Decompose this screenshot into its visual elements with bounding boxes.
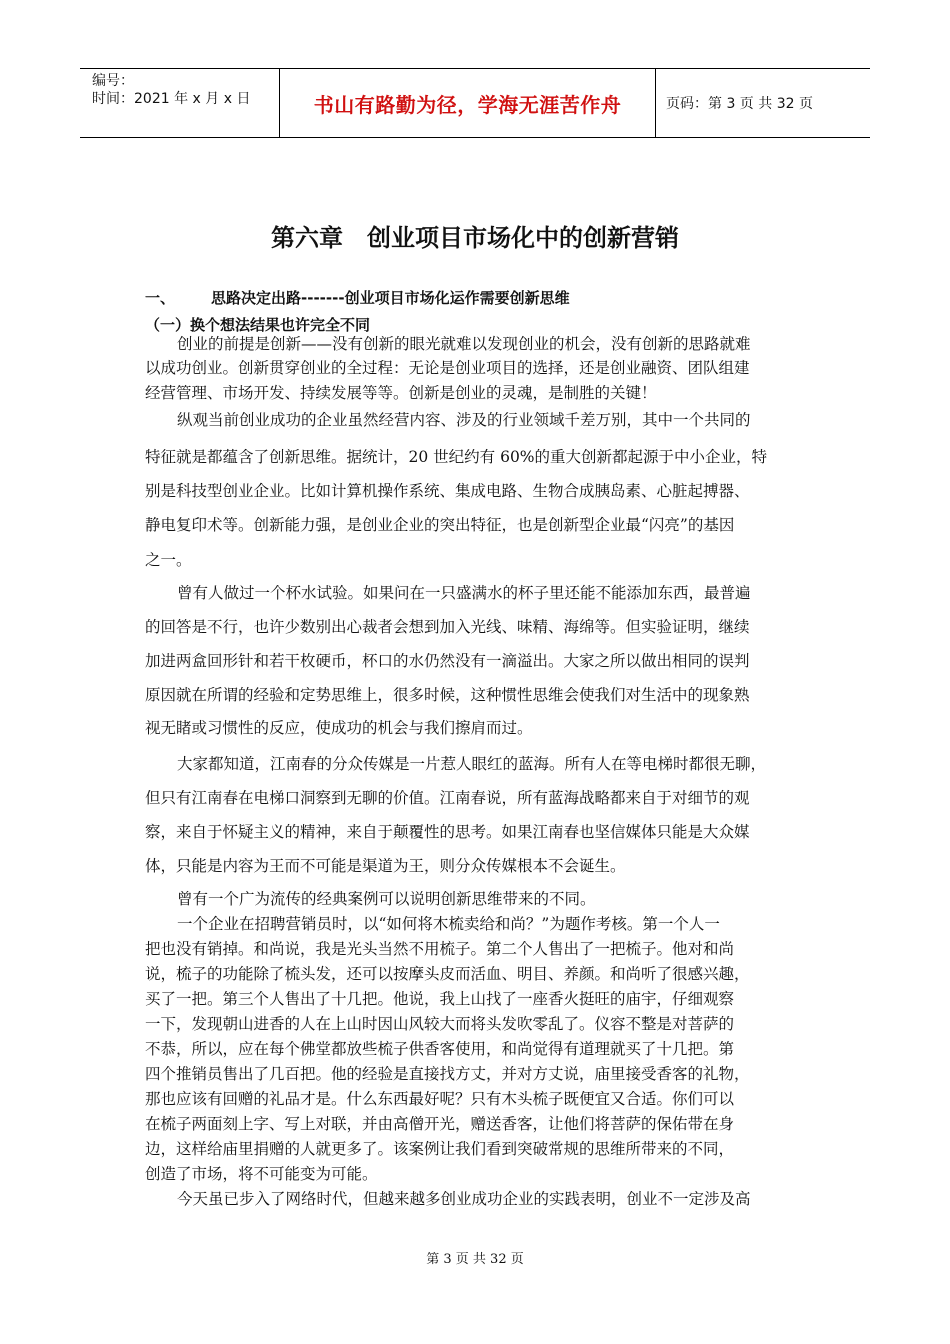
chapter-title: 第六章 创业项目市场化中的创新营销 (271, 224, 679, 252)
text-line: 视无睹或习惯性的反应，使成功的机会与我们擦肩而过。 (145, 719, 533, 737)
header-meta (80, 69, 280, 137)
text-line: 以成功创业。创新贯穿创业的全过程：无论是创业项目的选择，还是创业融资、团队组建 (145, 359, 750, 377)
text-line: 加进两盒回形针和若干枚硬币，杯口的水仍然没有一滴溢出。大家之所以做出相同的误判 (145, 652, 750, 670)
text-line: 边，这样给庙里捐赠的人就更多了。该案例让我们看到突破常规的思维所带来的不同， (145, 1140, 735, 1158)
text-line: 在梳子两面刻上字、写上对联，并由高僧开光，赠送香客，让他们将菩萨的保佑带在身 (145, 1115, 735, 1133)
section-heading (145, 287, 570, 308)
text-line: 创造了市场，将不可能变为可能。 (145, 1165, 378, 1183)
text-line: 那也应该有回赠的礼品才是。什么东西最好呢？只有木头梳子既便宜又合适。你们可以 (145, 1090, 735, 1108)
text-line: 说，梳子的功能除了梳头发，还可以按摩头皮而活血、明目、养颜。和尚听了很感兴趣， (145, 965, 750, 983)
text-line: 静电复印术等。创新能力强，是创业企业的突出特征，也是创新型企业最“闪亮”的基因 (145, 516, 735, 534)
section-text: 思路决定出路-------创业项目市场化运作需要创新思维 (211, 289, 570, 307)
text-line: 曾有一个广为流传的经典案例可以说明创新思维带来的不同。 (177, 890, 596, 908)
text-line: 四个推销员售出了几百把。他的经验是直接找方丈，并对方丈说，庙里接受香客的礼物， (145, 1065, 750, 1083)
section-number: 一、 (145, 289, 176, 307)
header-page-info: 页码：第 3 页 共 32 页 (666, 96, 813, 112)
text-line: 一下，发现朝山进香的人在上山时因山风较大而将头发吹零乱了。仪容不整是对菩萨的 (145, 1015, 735, 1033)
page-footer: 第 3 页 共 32 页 (426, 1252, 524, 1267)
text-line: 买了一把。第三个人售出了十几把。他说，我上山找了一座香火挺旺的庙宇，仔细观察 (145, 990, 735, 1008)
header-time: 时间：2021 年 x 月 x 日 (92, 91, 251, 107)
text-line: 一个企业在招聘营销员时，以“如何将木梳卖给和尚？”为题作考核。第一个人一 (177, 915, 720, 933)
text-line: 大家都知道，江南春的分众传媒是一片惹人眼红的蓝海。所有人在等电梯时都很无聊， (177, 755, 767, 773)
subsection-heading: （一）换个想法结果也许完全不同 (145, 316, 371, 334)
text-line: 曾有人做过一个杯水试验。如果问在一只盛满水的杯子里还能不能添加东西，最普遍 (177, 584, 751, 602)
text-line: 的回答是不行，也许少数别出心裁者会想到加入光线、味精、海绵等。但实验证明，继续 (145, 618, 750, 636)
text-line: 原因就在所谓的经验和定势思维上，很多时候，这种惯性思维会使我们对生活中的现象熟 (145, 686, 750, 704)
text-line: 体，只能是内容为王而不可能是渠道为王，则分众传媒根本不会诞生。 (145, 857, 626, 875)
text-line: 纵观当前创业成功的企业虽然经营内容、涉及的行业领域千差万别，其中一个共同的 (177, 411, 751, 429)
text-line: 别是科技型创业企业。比如计算机操作系统、集成电路、生物合成胰岛素、心脏起搏器、 (145, 482, 750, 500)
text-line: 察，来自于怀疑主义的精神，来自于颠覆性的思考。如果江南春也坚信媒体只能是大众媒 (145, 823, 750, 841)
text-line: 不恭，所以，应在每个佛堂都放些梳子供香客使用，和尚觉得有道理就买了十几把。第 (145, 1040, 735, 1058)
text-line: 特征就是都蕴含了创新思维。据统计，20 世纪约有 60%的重大创新都起源于中小企业，特 (145, 448, 768, 466)
text-line: 今天虽已步入了网络时代，但越来越多创业成功企业的实践表明，创业不一定涉及高 (177, 1190, 751, 1208)
header-number: 编号： (92, 73, 134, 89)
text-line: 创业的前提是创新——没有创新的眼光就难以发现创业的机会，没有创新的思路就难 (177, 335, 751, 353)
header-motto: 书山有路勤为径，学海无涯苦作舟 (280, 69, 656, 137)
text-line: 经营管理、市场开发、持续发展等等。创新是创业的灵魂，是制胜的关键！ (145, 384, 657, 402)
text-line: 之一。 (145, 551, 192, 569)
page-header (80, 68, 870, 138)
text-line: 把也没有销掉。和尚说，我是光头当然不用梳子。第二个人售出了一把梳子。他对和尚 (145, 940, 735, 958)
text-line: 但只有江南春在电梯口洞察到无聊的价值。江南春说，所有蓝海战略都来自于对细节的观 (145, 789, 750, 807)
